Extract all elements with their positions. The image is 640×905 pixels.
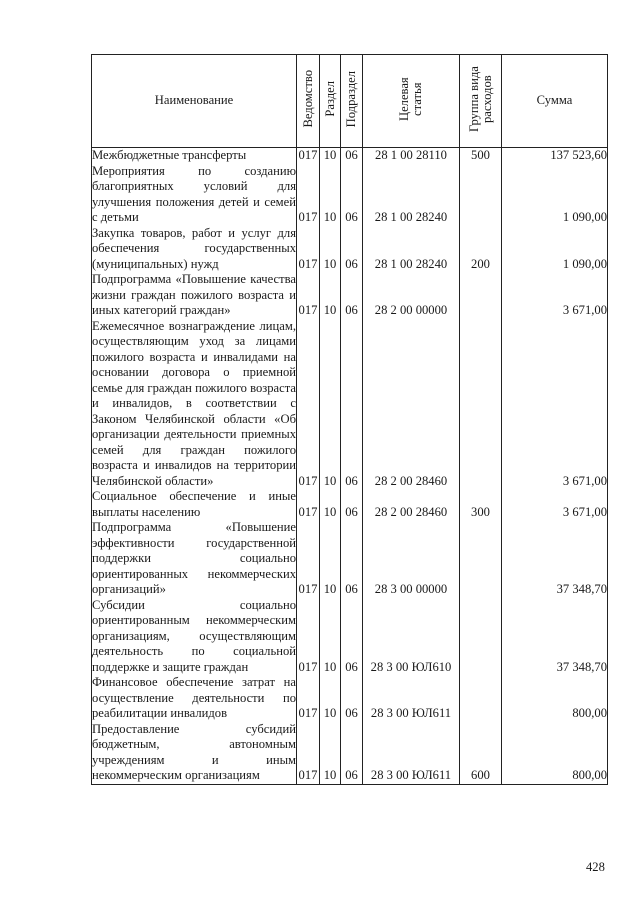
sum-cell: 3 671,00: [502, 489, 608, 520]
section-cell: 10: [320, 722, 341, 785]
table-row: [92, 722, 608, 785]
target-article-cell: 28 3 00 ЮЛ611: [363, 722, 460, 785]
target-article-cell: 28 2 00 28460: [363, 319, 460, 490]
expense-group-cell: [460, 272, 502, 319]
expense-group-cell: 200: [460, 226, 502, 273]
section-cell: 10: [320, 148, 341, 164]
target-article-cell: 28 3 00 ЮЛ610: [363, 598, 460, 676]
subsection-cell: 06: [341, 226, 363, 273]
ministry-cell: 017: [297, 598, 320, 676]
section-cell: 10: [320, 272, 341, 319]
sum-cell: 37 348,70: [502, 520, 608, 598]
subsection-cell: 06: [341, 272, 363, 319]
expense-group-cell: [460, 675, 502, 722]
section-cell: 10: [320, 598, 341, 676]
row-name-cell: Субсидии социально ориентированным некоммерческим организациям, осуществляющим деятельность по социальной поддержке и защите граждан: [92, 597, 296, 674]
expense-group-cell: [460, 520, 502, 598]
section-cell: 10: [320, 520, 341, 598]
ministry-cell: 017: [297, 272, 320, 319]
row-name-cell: Предоставление субсидий бюджетным, автономным учреждениям и иным некоммерческим организациям: [92, 721, 296, 782]
header-section: Раздел: [320, 55, 341, 148]
header-target-article: Целевая статья: [363, 55, 460, 148]
row-name-cell: Межбюджетные трансферты: [92, 148, 297, 164]
budget-table: [91, 54, 608, 785]
header-ministry: Ведомство: [297, 55, 320, 148]
sum-cell: 800,00: [502, 722, 608, 785]
header-name: Наименование: [92, 55, 297, 148]
expense-group-cell: [460, 164, 502, 226]
subsection-cell: 06: [341, 489, 363, 520]
expense-group-cell: 300: [460, 489, 502, 520]
section-cell: 10: [320, 226, 341, 273]
expense-group-cell: 500: [460, 148, 502, 164]
table-row: [92, 226, 608, 273]
expense-group-cell: 600: [460, 722, 502, 785]
section-cell: 10: [320, 319, 341, 490]
target-article-cell: 28 1 00 28240: [363, 226, 460, 273]
ministry-cell: 017: [297, 226, 320, 273]
section-cell: 10: [320, 489, 341, 520]
section-cell: 10: [320, 164, 341, 226]
target-article-cell: 28 2 00 28460: [363, 489, 460, 520]
table-row: [92, 675, 608, 722]
sum-cell: 1 090,00: [502, 226, 608, 273]
ministry-cell: 017: [297, 148, 320, 164]
row-name-cell: Подпрограмма «Повышение качества жизни граждан пожилого возраста и иных категорий граждан»: [92, 272, 296, 317]
sum-cell: 3 671,00: [502, 319, 608, 490]
table-row: [92, 164, 608, 226]
ministry-cell: 017: [297, 319, 320, 490]
ministry-cell: 017: [297, 722, 320, 785]
subsection-cell: 06: [341, 164, 363, 226]
target-article-cell: 28 3 00 ЮЛ611: [363, 675, 460, 722]
row-name-cell: Социальное обеспечение и иные выплаты населению: [92, 489, 296, 519]
header-subsection: Подраздел: [341, 55, 363, 148]
table-header-row: [92, 55, 608, 148]
sum-cell: 137 523,60: [502, 148, 608, 164]
sum-cell: 1 090,00: [502, 164, 608, 226]
target-article-cell: 28 1 00 28240: [363, 164, 460, 226]
subsection-cell: 06: [341, 598, 363, 676]
sum-cell: 800,00: [502, 675, 608, 722]
subsection-cell: 06: [341, 148, 363, 164]
sum-cell: 37 348,70: [502, 598, 608, 676]
ministry-cell: 017: [297, 164, 320, 226]
target-article-cell: 28 2 00 00000: [363, 272, 460, 319]
ministry-cell: 017: [297, 520, 320, 598]
target-article-cell: 28 1 00 28110: [363, 148, 460, 164]
table-row: [92, 520, 608, 598]
row-name-cell: Закупка товаров, работ и услуг для обеспечения государственных (муниципальных) нужд: [92, 225, 296, 271]
expense-group-cell: [460, 319, 502, 490]
row-name-cell: Подпрограмма «Повышение эффективности государственной поддержки социально ориентированных некоммерческих организаций»: [92, 520, 296, 596]
section-cell: 10: [320, 675, 341, 722]
table-row: [92, 319, 608, 490]
subsection-cell: 06: [341, 675, 363, 722]
expense-group-cell: [460, 598, 502, 676]
header-expense-group: Группа вида расходов: [460, 55, 502, 148]
target-article-cell: 28 3 00 00000: [363, 520, 460, 598]
table-row: [92, 148, 608, 164]
subsection-cell: 06: [341, 319, 363, 490]
subsection-cell: 06: [341, 722, 363, 785]
ministry-cell: 017: [297, 489, 320, 520]
table-row: [92, 598, 608, 676]
ministry-cell: 017: [297, 675, 320, 722]
row-name-cell: Ежемесячное вознаграждение лицам, осуществляющим уход за лицами пожилого возраста и инвалидами на основании договора о приемной семье для граждан пожилого возраста и инвалидов, в соответствии с Законом Челябинской области «Об организации деятельности приемных семей для граждан пожилого возраста и инвалидов на территории Челябинской области»: [92, 318, 296, 488]
table-row: [92, 272, 608, 319]
header-sum: Сумма: [502, 55, 608, 148]
row-name-cell: Мероприятия по созданию благоприятных условий для улучшения положения детей и семей с детьми: [92, 163, 296, 224]
subsection-cell: 06: [341, 520, 363, 598]
page-number: 428: [586, 860, 605, 874]
sum-cell: 3 671,00: [502, 272, 608, 319]
table-row: [92, 489, 608, 520]
row-name-cell: Финансовое обеспечение затрат на осуществление деятельности по реабилитации инвалидов: [92, 675, 296, 720]
